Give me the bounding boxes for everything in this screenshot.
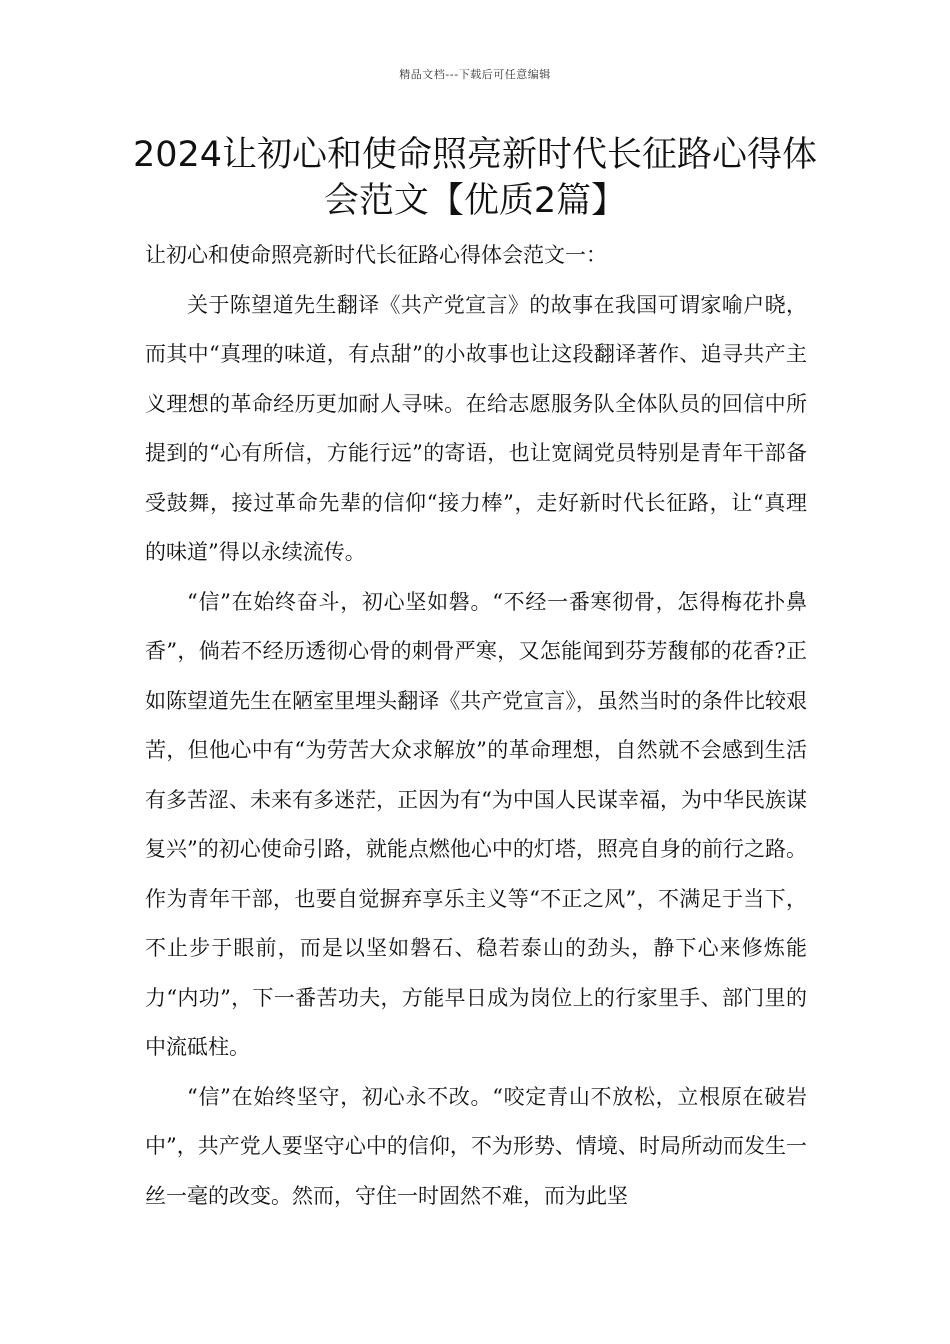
document-body — [145, 231, 807, 1221]
paragraph: “信”在始终奋斗，初心坚如磐。“不经一番寒彻骨，怎得梅花扑鼻香”，倘若不经历透彻心骨的刺骨严寒，又怎能闻到芬芳馥郁的花香?正如陈望道先生在陋室里埋头翻译《共产党宣言》，虽然当时的条件比较艰苦，但他心中有“为劳苦大众求解放”的革命理想，自然就不会感到生活有多苦涩、未来有多迷茫，正因为有“为中国人民谋幸福，为中华民族谋复兴”的初心使命引路，就能点燃他心中的灯塔，照亮自身的前行之路。作为青年干部，也要自觉摒弃享乐主义等“不正之风”，不满足于当下，不止步于眼前，而是以坚如磐石、稳若泰山的劲头，静下心来修炼能力“内功”，下一番苦功夫，方能早日成为岗位上的行家里手、部门里的中流砥柱。 — [145, 589, 807, 1059]
section-heading: 让初心和使命照亮新时代长征路心得体会范文一： — [145, 243, 607, 267]
paragraph: 关于陈望道先生翻译《共产党宣言》的故事在我国可谓家喻户晓，而其中“真理的味道，有点甜”的小故事也让这段翻译著作、追寻共产主义理想的革命经历更加耐人寻味。在给志愿服务队全体队员的回信中所提到的“心有所信，方能行远”的寄语，也让宽阔党员特别是青年干部备受鼓舞，接过革命先辈的信仰“接力棒”，走好新时代长征路，让“真理的味道”得以永续流传。 — [145, 292, 807, 564]
paragraph: “信”在始终坚守，初心永不改。“咬定青山不放松，立根原在破岩中”，共产党人要坚守心中的信仰，不为形势、情境、时局所动而发生一丝一毫的改变。然而，守住一时固然不难，而为此坚 — [145, 1084, 807, 1208]
document-title: 2024让初心和使命照亮新时代长征路心得体会范文【优质2篇】 — [132, 135, 818, 221]
header-note: 精品文档---下载后可任意编辑 — [399, 68, 551, 81]
